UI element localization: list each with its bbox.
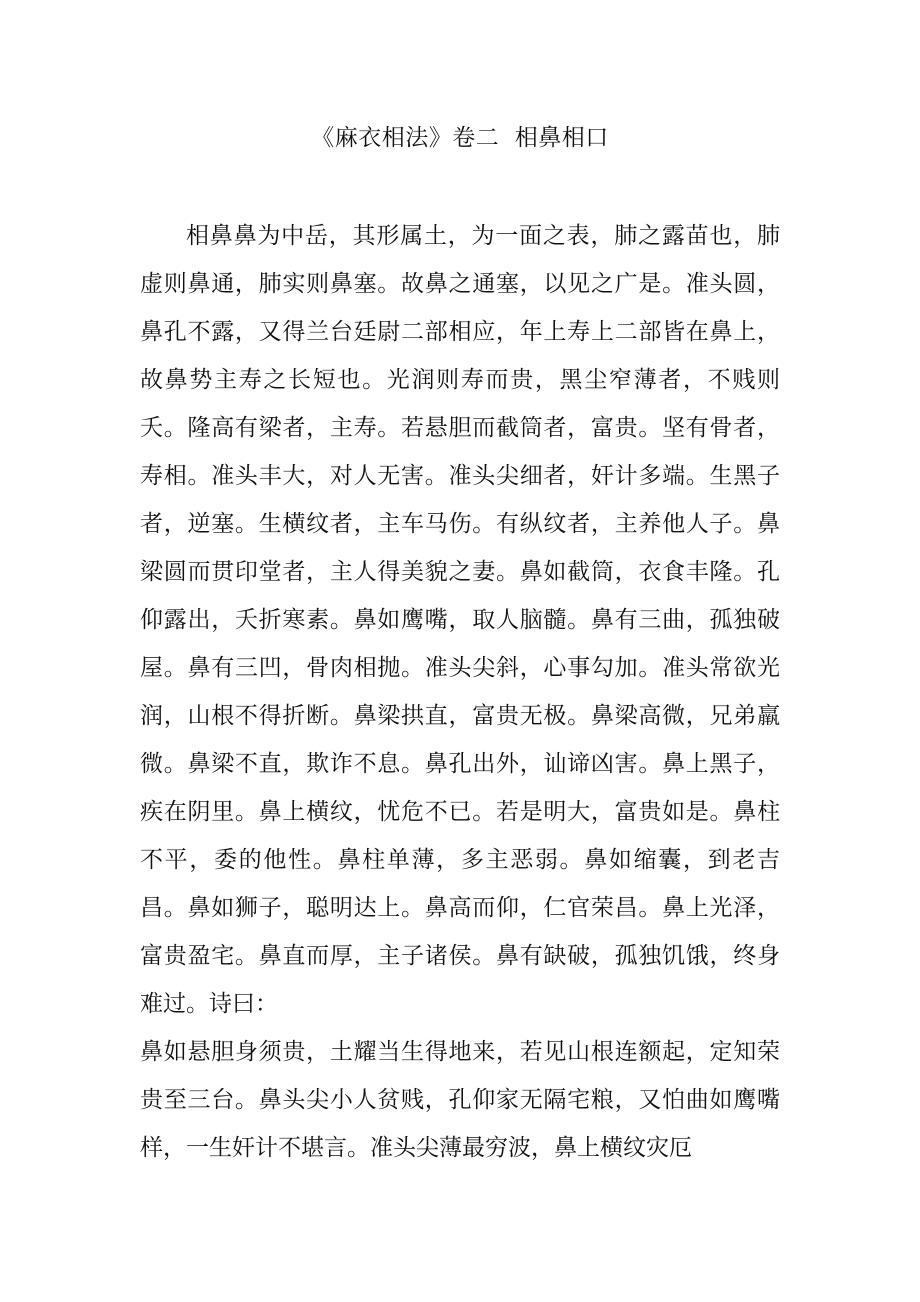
document-body: [140, 212, 780, 1172]
document-title: 《麻衣相法》卷二 相鼻相口: [311, 125, 609, 151]
paragraph-poem: 鼻如悬胆身须贵，土耀当生得地来，若见山根连额起，定知荣贵至三台。鼻头尖小人贫贱，孔仰家无隔宅粮，又怕曲如鹰嘴样，一生奸计不堪言。准头尖薄最穷波，鼻上横纹灾厄: [140, 1039, 780, 1161]
paragraph-nose-physiognomy: 相鼻鼻为中岳，其形属土，为一面之表，肺之露苗也，肺虚则鼻通，肺实则鼻塞。故鼻之通塞，以见之广是。准头圆，鼻孔不露，又得兰台廷尉二部相应，年上寿上二部皆在鼻上，故鼻势主寿之长短也。光润则寿而贵，黑尘窄薄者，不贱则夭。隆高有梁者，主寿。若悬胆而截筒者，富贵。坚有骨者，寿相。准头丰大，对人无害。准头尖细者，奸计多端。生黑子者，逆塞。生横纹者，主车马伤。有纵纹者，主养他人子。鼻梁圆而贯印堂者，主人得美貌之妻。鼻如截筒，衣食丰隆。孔仰露出，夭折寒素。鼻如鹰嘴，取人脑髓。鼻有三曲，孤独破屋。鼻有三凹，骨肉相抛。准头尖斜，心事勾加。准头常欲光润，山根不得折断。鼻梁拱直，富贵无极。鼻梁高微，兄弟羸微。鼻梁不直，欺诈不息。鼻孔出外，讪谛凶害。鼻上黑子，疾在阴里。鼻上横纹，忧危不已。若是明大，富贵如是。鼻柱不平，委的他性。鼻柱单薄，多主恶弱。鼻如缩囊，到老吉昌。鼻如狮子，聪明达上。鼻高而仰，仁官荣昌。鼻上光泽，富贵盈宅。鼻直而厚，主子诸侯。鼻有缺破，孤独饥饿，终身难过。诗曰：: [140, 223, 780, 1017]
